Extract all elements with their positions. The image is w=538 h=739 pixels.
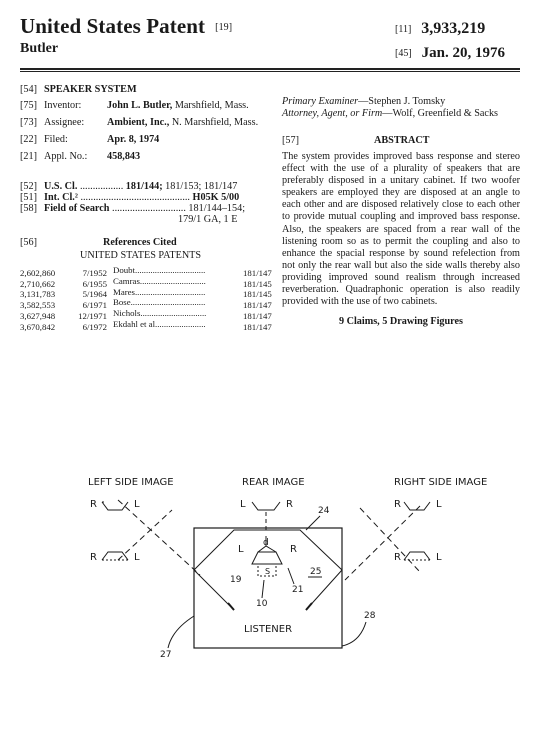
reference-inventor: Nichols xyxy=(113,308,141,319)
right-arrowhead xyxy=(306,603,312,610)
filed-label: Filed: xyxy=(44,134,68,145)
reference-leader: ................................ xyxy=(135,265,206,275)
us-class-primary: 181/144; xyxy=(125,181,163,192)
references-subtitle: UNITED STATES PATENTS xyxy=(80,250,202,261)
patent-number-code: [11] xyxy=(395,24,412,35)
abstract-heading xyxy=(282,135,522,146)
reference-date: 6/1955 xyxy=(82,278,107,289)
invention-title: SPEAKER SYSTEM xyxy=(44,84,137,95)
reference-row xyxy=(20,297,272,311)
title-code: [19] xyxy=(215,22,233,33)
reference-number: 3,670,842 xyxy=(20,321,56,332)
assignee-name: Ambient, Inc., xyxy=(107,117,170,128)
patent-office-title xyxy=(20,14,232,39)
claims-summary: 9 Claims, 5 Drawing Figures xyxy=(338,316,464,327)
filed-date: Apr. 8, 1974 xyxy=(107,134,160,145)
reference-leader: .............................. xyxy=(140,308,207,319)
reference-class: 181/147 xyxy=(243,267,272,278)
right-upper-l: L xyxy=(436,499,442,510)
biblio-title xyxy=(20,84,137,96)
left-side-image-label: LEFT SIDE IMAGE xyxy=(88,477,174,488)
reference-class: 181/147 xyxy=(243,321,272,332)
primary-examiner-label: Primary Examiner xyxy=(282,96,359,107)
assignee-place: N. Marshfield, Mass. xyxy=(171,117,259,128)
ref-27-leader xyxy=(168,616,194,648)
right-dashed-ray-2 xyxy=(345,506,420,580)
cabinet-s: S xyxy=(265,567,271,576)
left-arrowhead xyxy=(228,603,234,610)
ref-27: 27 xyxy=(160,650,172,660)
reference-inventor-cell xyxy=(113,276,243,287)
right-lower-r: R xyxy=(394,552,401,563)
reference-number: 3,582,553 xyxy=(20,300,56,311)
inventor-name: John L. Butler, xyxy=(107,100,173,111)
title-text: United States Patent xyxy=(20,14,206,38)
code-57: [57] xyxy=(282,135,299,146)
right-side-image-label: RIGHT SIDE IMAGE xyxy=(394,477,488,488)
reference-class: 181/147 xyxy=(243,310,272,321)
reference-inventor-cell xyxy=(113,319,243,330)
reference-class: 181/147 xyxy=(243,300,272,311)
ref-28: 28 xyxy=(364,611,376,621)
header-rule xyxy=(20,68,520,70)
search-label: Field of Search xyxy=(44,203,110,214)
cabinet-r: R xyxy=(290,544,297,555)
ref-21: 21 xyxy=(292,585,304,595)
left-upper-l: L xyxy=(134,499,140,510)
ref-21-leader xyxy=(288,568,294,584)
attorney-name: —Wolf, Greenfield & Sacks xyxy=(382,108,499,120)
reference-row xyxy=(20,287,272,298)
ref-10-leader xyxy=(262,580,264,598)
reference-inventor-cell xyxy=(113,265,243,276)
attorney-label: Attorney, Agent, or Firm xyxy=(282,108,383,120)
code-75: [75] xyxy=(20,100,37,111)
primary-examiner xyxy=(282,96,522,108)
code-22: [22] xyxy=(20,134,37,145)
biblio-inventor xyxy=(20,100,249,112)
attorney xyxy=(282,108,522,120)
reference-inventor: Bose xyxy=(113,297,131,308)
references-table xyxy=(20,265,272,330)
rear-r: R xyxy=(286,499,293,510)
reference-number: 2,602,860 xyxy=(20,267,56,278)
reference-inventor-cell xyxy=(113,297,243,308)
right-side-image-lower xyxy=(394,552,442,563)
references-code: [56] xyxy=(20,237,37,248)
reference-inventor-cell xyxy=(113,287,243,298)
us-class-secondary: 181/153; 181/147 xyxy=(165,181,238,192)
appl-number: 458,843 xyxy=(107,151,141,162)
inventor-surname: Butler xyxy=(20,41,59,56)
reference-leader: .............................. xyxy=(139,275,206,286)
code-54: [54] xyxy=(20,84,37,95)
int-class-value: H05K 5/00 xyxy=(192,192,240,203)
reference-row xyxy=(20,276,272,287)
reference-date: 6/1971 xyxy=(82,300,107,311)
ref-25: 25 xyxy=(310,567,322,577)
code-51: [51] xyxy=(20,192,37,203)
reference-date: 5/1964 xyxy=(82,289,107,300)
reference-date: 6/1972 xyxy=(82,321,107,332)
code-21: [21] xyxy=(20,151,37,162)
reference-row xyxy=(20,308,272,319)
patent-date-value: Jan. 20, 1976 xyxy=(421,45,506,61)
reference-row xyxy=(20,319,272,330)
references-title: References Cited xyxy=(103,237,177,248)
reference-class: 181/145 xyxy=(243,289,272,300)
ref-24: 24 xyxy=(318,506,330,516)
reference-leader: ...................... xyxy=(157,318,206,329)
code-73: [73] xyxy=(20,117,37,128)
ref-28-leader xyxy=(342,622,366,646)
left-lower-l: L xyxy=(134,552,140,563)
biblio-filed xyxy=(20,134,159,146)
patent-number xyxy=(395,20,485,38)
search-value-1: 181/144–154; xyxy=(188,203,246,214)
cabinet-l: L xyxy=(238,544,244,555)
rear-l: L xyxy=(240,499,246,510)
us-class-label: U.S. Cl. xyxy=(44,181,78,192)
code-58: [58] xyxy=(20,203,37,214)
reference-leader: ................................ xyxy=(134,286,206,297)
ref-10: 10 xyxy=(256,599,268,609)
listener-label: LISTENER xyxy=(244,624,293,635)
biblio-appl xyxy=(20,151,140,163)
left-dashed-ray-2 xyxy=(118,510,172,560)
int-class-leader: ........................................... xyxy=(80,192,190,203)
patent-date xyxy=(395,45,505,62)
code-52: [52] xyxy=(20,181,37,192)
abstract-text: The system provides improved bass response and stereo effect with the use of a plurality of speakers that are preferably disposed in a unitary cabinet. If two woofer speakers are employed they are disposed at an angle to each other and are disposed relatively close to each other to provide mutual coupling and improved bass response. Also, the speakers are spaced from a rear wall of the listening room so as to permit the coupling and also to enhance the spacial response by sound refelection from not only the rear wall but also the side walls thereby also providing improved sound realism through increased reverberation. Quadraphonic operation is also readily provided with the use of two cabinets. xyxy=(282,151,520,308)
assignee-label: Assignee: xyxy=(44,117,85,128)
appl-label: Appl. No.: xyxy=(44,151,88,162)
biblio-field-of-search-cont: 179/1 GA, 1 E xyxy=(178,214,238,225)
reference-inventor: Camras xyxy=(113,275,140,286)
reference-leader: .................................. xyxy=(130,297,206,308)
reference-number: 3,627,948 xyxy=(20,310,56,321)
primary-examiner-name: —Stephen J. Tomsky xyxy=(358,96,446,107)
reference-date: 7/1952 xyxy=(82,267,107,278)
search-leader: ............................. xyxy=(112,203,186,214)
reference-number: 2,710,662 xyxy=(20,278,56,289)
reference-inventor: Mares xyxy=(113,286,135,297)
speaker-cabinet xyxy=(238,536,297,576)
left-side-image-upper xyxy=(90,499,140,510)
patent-date-code: [45] xyxy=(395,48,412,59)
inventor-label: Inventor: xyxy=(44,100,82,111)
biblio-assignee xyxy=(20,117,258,129)
left-lower-r: R xyxy=(90,552,97,563)
header-rule-thin xyxy=(20,71,520,72)
left-side-image-lower xyxy=(90,552,140,563)
reference-date: 12/1971 xyxy=(78,310,107,321)
rear-image-label: REAR IMAGE xyxy=(242,477,305,488)
us-class-leader: ................. xyxy=(79,181,124,192)
reference-inventor-cell xyxy=(113,308,243,319)
left-dashed-ray-1 xyxy=(118,500,200,575)
reference-class: 181/145 xyxy=(243,278,272,289)
patent-number-value: 3,933,219 xyxy=(421,20,486,37)
examiner-block xyxy=(282,96,522,121)
int-class-label: Int. Cl.² xyxy=(44,192,78,203)
reference-inventor: Doubt xyxy=(113,265,135,275)
speaker-system-figure xyxy=(0,460,538,739)
inventor-place: Marshfield, Mass. xyxy=(174,100,249,111)
abstract-title: ABSTRACT xyxy=(374,135,430,146)
right-lower-l: L xyxy=(436,552,442,563)
reference-row xyxy=(20,265,272,276)
reference-inventor: Ekdahl et al. xyxy=(113,318,158,329)
left-upper-r: R xyxy=(90,499,97,510)
rear-image xyxy=(240,499,293,510)
ref-19: 19 xyxy=(230,575,242,585)
spacing-d-label: d xyxy=(263,538,269,548)
right-upper-r: R xyxy=(394,499,401,510)
reference-number: 3,131,783 xyxy=(20,289,56,300)
right-dashed-ray-1 xyxy=(360,508,420,572)
